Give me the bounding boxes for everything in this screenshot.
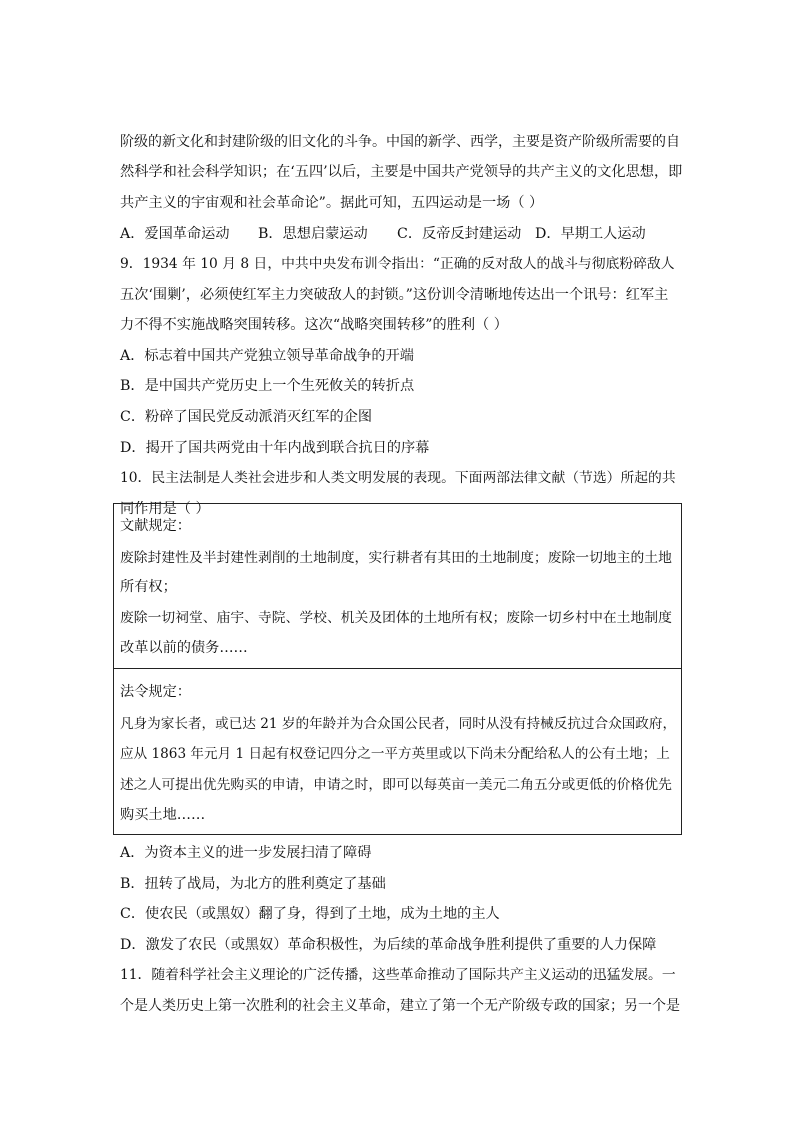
- q9-option-c: C．粉碎了国民党反动派消灭红军的企图: [120, 409, 373, 425]
- box2-line-3: 述之人可提出优先购买的申请，申请之时，即可以每英亩一美元二角五分或更低的价格优先: [120, 777, 672, 793]
- q9-stem-line-1: 9．1934 年 10 月 8 日，中共中央发布训令指出：“正确的反对敌人的战斗与彻底粉碎敌人: [120, 256, 675, 272]
- q10-option-a: A．为资本主义的进一步发展扫清了障碍: [120, 845, 372, 861]
- q10-option-b: B．扭转了战局，为北方的胜利奠定了基础: [120, 876, 386, 892]
- q8-option-b: B．思想启蒙运动: [258, 226, 368, 242]
- box2-line-2: 应从 1863 年元月 1 日起有权登记四分之一平方英里或以下尚未分配给私人的公有土地；上: [120, 746, 670, 762]
- q10-stem-line-2: 同作用是（ ）: [120, 501, 210, 517]
- box2-line-1: 凡身为家长者，或已达 21 岁的年龄并为合众国公民者，同时从没有持械反抗过合众国政府，: [120, 716, 677, 732]
- box1-line-4: 改革以前的债务……: [120, 640, 248, 656]
- box1-title: 文献规定：: [120, 518, 191, 534]
- q8-option-d: D．早期工人运动: [535, 226, 646, 242]
- q9-option-a: A．标志着中国共产党独立领导革命战争的开端: [120, 348, 414, 364]
- document-box-1: [113, 503, 682, 669]
- q9-option-d: D．揭开了国共两党由十年内战到联合抗日的序幕: [120, 440, 430, 456]
- box1-line-2: 所有权；: [120, 579, 177, 595]
- box2-line-4: 购买土地……: [120, 807, 206, 823]
- q9-stem-line-3: 力不得不实施战略突围转移。这次“战略突围转移”的胜利（ ）: [120, 317, 508, 333]
- box1-line-3: 废除一切祠堂、庙宇、寺院、学校、机关及团体的土地所有权；废除一切乡村中在土地制度: [120, 610, 672, 626]
- q10-stem-line-1: 10．民主法制是人类社会进步和人类文明发展的表现。下面两部法律文献（节选）所起的共: [120, 470, 676, 486]
- q11-stem-line-1: 11．随着科学社会主义理论的广泛传播，这些革命推动了国际共产主义运动的迅猛发展。一: [120, 967, 676, 983]
- q8-option-a: A．爱国革命运动: [120, 226, 230, 242]
- q8-stem-line-3: 共产主义的宇宙观和社会革命论”。据此可知，五四运动是一场（ ）: [120, 195, 544, 211]
- q8-stem-line-1: 阶级的新文化和封建阶级的旧文化的斗争。中国的新学、西学，主要是资产阶级所需要的自: [120, 134, 680, 150]
- box1-line-1: 废除封建性及半封建性剥削的土地制度，实行耕者有其田的土地制度；废除一切地主的土地: [120, 550, 672, 566]
- q10-option-c: C．使农民（或黑奴）翻了身，得到了土地，成为土地的主人: [120, 906, 500, 922]
- document-box-2: [113, 668, 682, 835]
- q8-stem-line-2: 然科学和社会科学知识；在‘五四’以后，主要是中国共产党领导的共产主义的文化思想，即: [120, 164, 683, 180]
- q9-option-b: B．是中国共产党历史上一个生死攸关的转折点: [120, 378, 415, 394]
- q9-stem-line-2: 五次‘围剿’，必须使红军主力突破敌人的封锁。”这份训令清晰地传达出一个讯号：红军主: [120, 287, 669, 303]
- q11-stem-line-2: 个是人类历史上第一次胜利的社会主义革命，建立了第一个无产阶级专政的国家；另一个是: [120, 998, 680, 1014]
- q10-option-d: D．激发了农民（或黑奴）革命积极性，为后续的革命战争胜利提供了重要的人力保障: [120, 937, 657, 953]
- box2-title: 法令规定：: [120, 684, 191, 700]
- q8-option-c: C．反帝反封建运动: [397, 226, 522, 242]
